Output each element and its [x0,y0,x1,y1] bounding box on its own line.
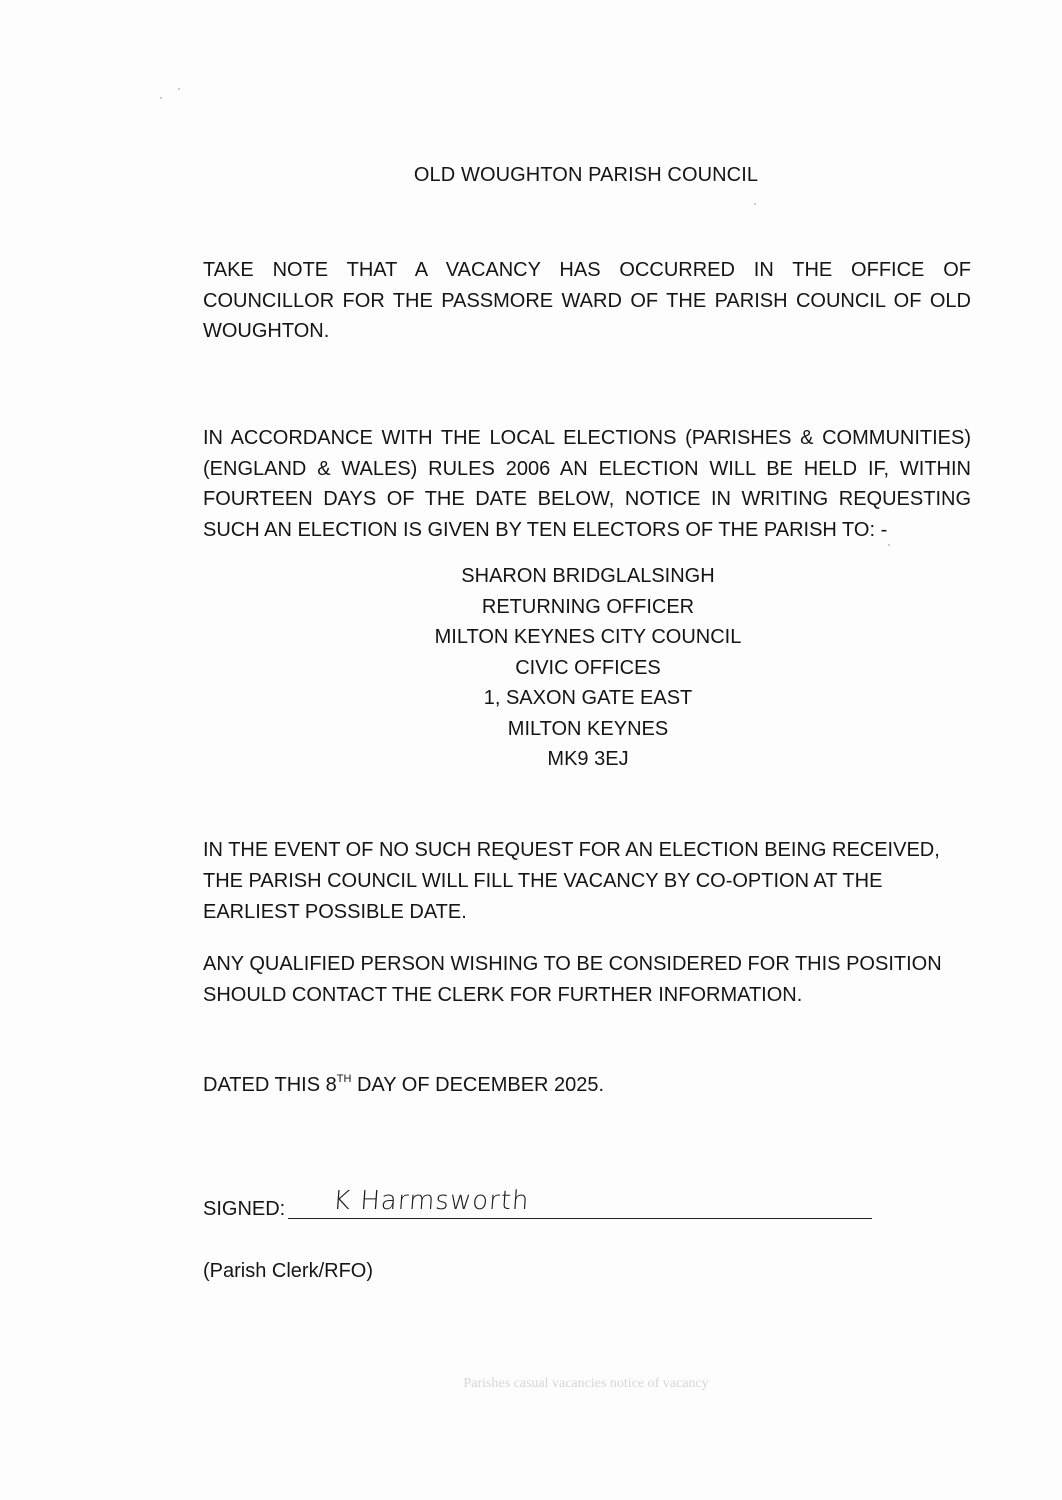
handwritten-signature: K Harmsworth [331,1186,531,1216]
footer-reference: Parishes casual vacancies notice of vacancy [463,1376,709,1391]
address-line: CIVIC OFFICES [515,656,661,679]
dated-suffix: DAY OF DECEMBER 2025. [351,1074,605,1096]
address-line: RETURNING OFFICER [481,595,695,618]
returning-officer-address [388,561,788,775]
dated-ordinal-suffix: TH [336,1073,352,1085]
signatory-role: (Parish Clerk/RFO) [203,1260,374,1282]
address-line: MILTON KEYNES CITY COUNCIL [434,626,742,648]
vacancy-paragraph: TAKE NOTE THAT A VACANCY HAS OCCURRED IN THE OFFICE OF COUNCILLOR FOR THE PASSMORE WARD OF THE PARISH COUNCIL OF OLD WOUGHTON. [203,259,971,342]
scan-speck [754,203,756,205]
address-line: MK9 3EJ [547,748,629,770]
address-line: 1, SAXON GATE EAST [483,687,693,709]
contact-clerk-paragraph: ANY QUALIFIED PERSON WISHING TO BE CONSIDERED FOR THIS POSITION SHOULD CONTACT THE CLERK FOR FURTHER INFORMATION. [203,953,942,1006]
address-line: SHARON BRIDGLALSINGH [461,565,715,587]
scan-speck [160,97,162,99]
dated-prefix: DATED THIS 8 [203,1074,337,1096]
signed-label: SIGNED: [203,1198,286,1220]
signature-line [288,1218,872,1219]
scan-speck [888,544,890,546]
dated-line [203,1073,604,1097]
scan-speck [178,88,180,90]
co-option-paragraph: IN THE EVENT OF NO SUCH REQUEST FOR AN ELECTION BEING RECEIVED, THE PARISH COUNCIL WILL FILL THE VACANCY BY CO-OPTION AT THE EARLIEST POSSIBLE DATE. [203,839,940,923]
address-line: MILTON KEYNES [507,717,669,740]
election-rules-paragraph: IN ACCORDANCE WITH THE LOCAL ELECTIONS (PARISHES & COMMUNITIES) (ENGLAND & WALES) RULES 2006 AN ELECTION WILL BE HELD IF, WITHIN FOURTEEN DAYS OF THE DATE BELOW, NOTICE IN WRITING REQUESTING SUCH AN ELECTION IS GIVEN BY TEN ELECTORS OF THE PARISH TO: - [203,427,971,541]
document-title: OLD WOUGHTON PARISH COUNCIL [413,164,759,186]
